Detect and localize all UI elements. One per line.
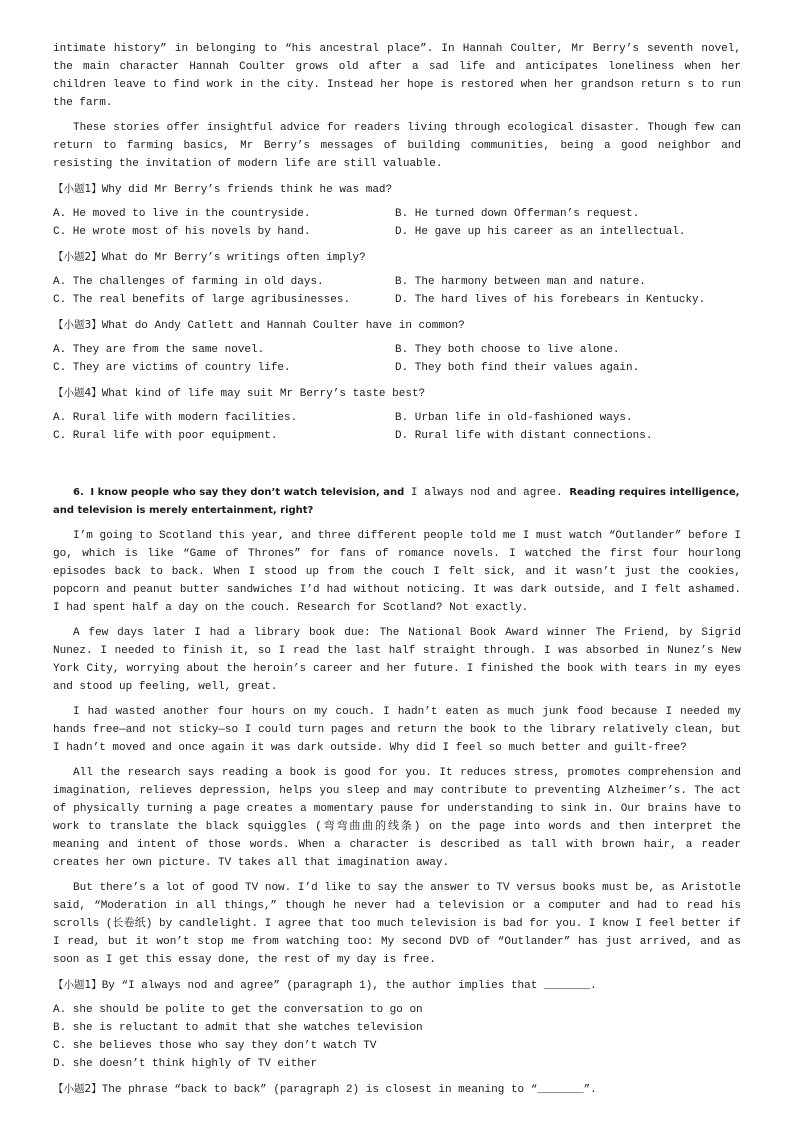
question-tag: 【小题1】 bbox=[53, 183, 102, 195]
options-grid bbox=[53, 341, 741, 377]
passage-paragraph: But there’s a lot of good TV now. I’d like to say the answer to TV versus books must be, as Aristotle said, “Moderation in all things,” though he never had a television or a computer and had to read his scrolls (长卷纸) by candlelight. I agree that too much television is bad for you. I know I feel better if I read, but it won’t stop me from watching too: My second DVD of “Outlander” has just arrived, and as soon as I get this essay done, the rest of my day is free. bbox=[53, 882, 741, 966]
question-text: Why did Mr Berry’s friends think he was mad? bbox=[101, 184, 393, 196]
passage-paragraph: A few days later I had a library book due: The National Book Award winner The Friend, by Sigrid Nunez. I needed to finish it, so I read the last half straight through. I was absorbed in Nunez’s New York City, worrying about the heroin’s career and her future. I finished the book with tears in my eyes and stood up feeling, well, great. bbox=[53, 627, 741, 693]
passage-paragraph: I had wasted another four hours on my couch. I hadn’t eaten as much junk food because I needed my hands free—and not sticky—so I could turn pages and return the book to the library relatively clean, but I hadn’t moved and once again it was dark outside. Why did I feel so much better and guilt-free? bbox=[53, 706, 741, 754]
option-b: B. He turned down Offerman’s request. bbox=[395, 208, 640, 220]
question-tag: 【小题1】 bbox=[53, 979, 102, 991]
question-3 bbox=[53, 316, 741, 335]
passage-paragraph: All the research says reading a book is good for you. It reduces stress, promotes comprehension and imagination, relieves depression, helps you sleep and may contribute to preventing Alzheimer’s. The act of physically turning a page creates a momentary pause for understanding to sink in. Our brains have to work to translate the black squiggles (弯弯曲曲的线条) on the page into words and then interpret the meaning and intent of those words. When a character is described as tall with brown hair, a reader creates her own picture. TV takes all that imagination away. bbox=[53, 767, 741, 869]
options-grid bbox=[53, 273, 741, 309]
passage-paragraph: I’m going to Scotland this year, and three different people told me I must watch “Outlander” before I go, which is like “Game of Thrones” for fans of romance novels. I watched the first four hourlong episodes back to back. When I stood up from the couch I felt sick, and it wasn’t just the cookies, popcorn and peanut butter sandwiches I’d had without noticing. It was dark outside, and I felt ashamed. I had spent half a day on the couch. Research for Scotland? Not exactly. bbox=[53, 530, 741, 614]
question-tag: 【小题2】 bbox=[53, 1083, 102, 1095]
heading-bold-1: I know people who say they don’t watch television, and bbox=[90, 487, 405, 498]
option-d: D. The hard lives of his forebears in Kentucky. bbox=[395, 294, 706, 306]
option-c: C. He wrote most of his novels by hand. bbox=[53, 226, 311, 238]
option-a: A. The challenges of farming in old days. bbox=[53, 276, 324, 288]
option-a: A. Rural life with modern facilities. bbox=[53, 412, 298, 424]
question-text: The phrase “back to back” (paragraph 2) is closest in meaning to “_______”. bbox=[101, 1084, 597, 1096]
question-1 bbox=[53, 976, 741, 995]
question-text: By “I always nod and agree” (paragraph 1), the author implies that _______. bbox=[101, 980, 597, 992]
option-b: B. Urban life in old-fashioned ways. bbox=[395, 412, 633, 424]
question-1 bbox=[53, 180, 741, 199]
question-text: What do Andy Catlett and Hannah Coulter have in common? bbox=[101, 320, 465, 332]
option-c: C. They are victims of country life. bbox=[53, 362, 291, 374]
question-tag: 【小题2】 bbox=[53, 251, 102, 263]
option-d: D. He gave up his career as an intellectual. bbox=[395, 226, 686, 238]
section-heading bbox=[53, 484, 741, 520]
question-tag: 【小题4】 bbox=[53, 387, 102, 399]
option-a: A. she should be polite to get the conversation to go on bbox=[53, 1004, 423, 1016]
question-tag: 【小题3】 bbox=[53, 319, 102, 331]
option-a: A. He moved to live in the countryside. bbox=[53, 208, 311, 220]
question-text: What kind of life may suit Mr Berry’s taste best? bbox=[101, 388, 426, 400]
heading-bold-2: Reading requires intelligence, and television is merely entertainment, right? bbox=[53, 487, 740, 516]
question-2 bbox=[53, 1080, 741, 1099]
option-b: B. The harmony between man and nature. bbox=[395, 276, 646, 288]
option-d: D. Rural life with distant connections. bbox=[395, 430, 653, 442]
option-b: B. she is reluctant to admit that she watches television bbox=[53, 1022, 423, 1034]
options-grid bbox=[53, 205, 741, 241]
option-b: B. They both choose to live alone. bbox=[395, 344, 620, 356]
option-c: C. The real benefits of large agribusinesses. bbox=[53, 294, 351, 306]
section-number: 6. bbox=[73, 487, 84, 498]
option-d: D. she doesn’t think highly of TV either bbox=[53, 1058, 318, 1070]
option-c: C. she believes those who say they don’t watch TV bbox=[53, 1040, 377, 1052]
question-text: What do Mr Berry’s writings often imply? bbox=[101, 252, 366, 264]
question-4 bbox=[53, 384, 741, 403]
question-2 bbox=[53, 248, 741, 267]
options-grid bbox=[53, 409, 741, 445]
heading-plain: I always nod and agree. bbox=[410, 487, 563, 499]
option-d: D. They both find their values again. bbox=[395, 362, 640, 374]
options-list bbox=[53, 1001, 741, 1073]
option-a: A. They are from the same novel. bbox=[53, 344, 265, 356]
passage-paragraph: These stories offer insightful advice for readers living through ecological disaster. Though few can return to farming basics, Mr Berry’s messages of building communities, being a good neighbor and resisting the invitation of modern life are still valuable. bbox=[53, 122, 741, 170]
document-page bbox=[53, 40, 741, 1099]
passage-paragraph: intimate history” in belonging to “his ancestral place”. In Hannah Coulter, Mr Berry’s seventh novel, the main character Hannah Coulter grows old after a sad life and anticipates loneliness when her children leave to find work in the city. Instead her hope is restored when her grandson return s to run the farm. bbox=[53, 43, 741, 109]
option-c: C. Rural life with poor equipment. bbox=[53, 430, 278, 442]
